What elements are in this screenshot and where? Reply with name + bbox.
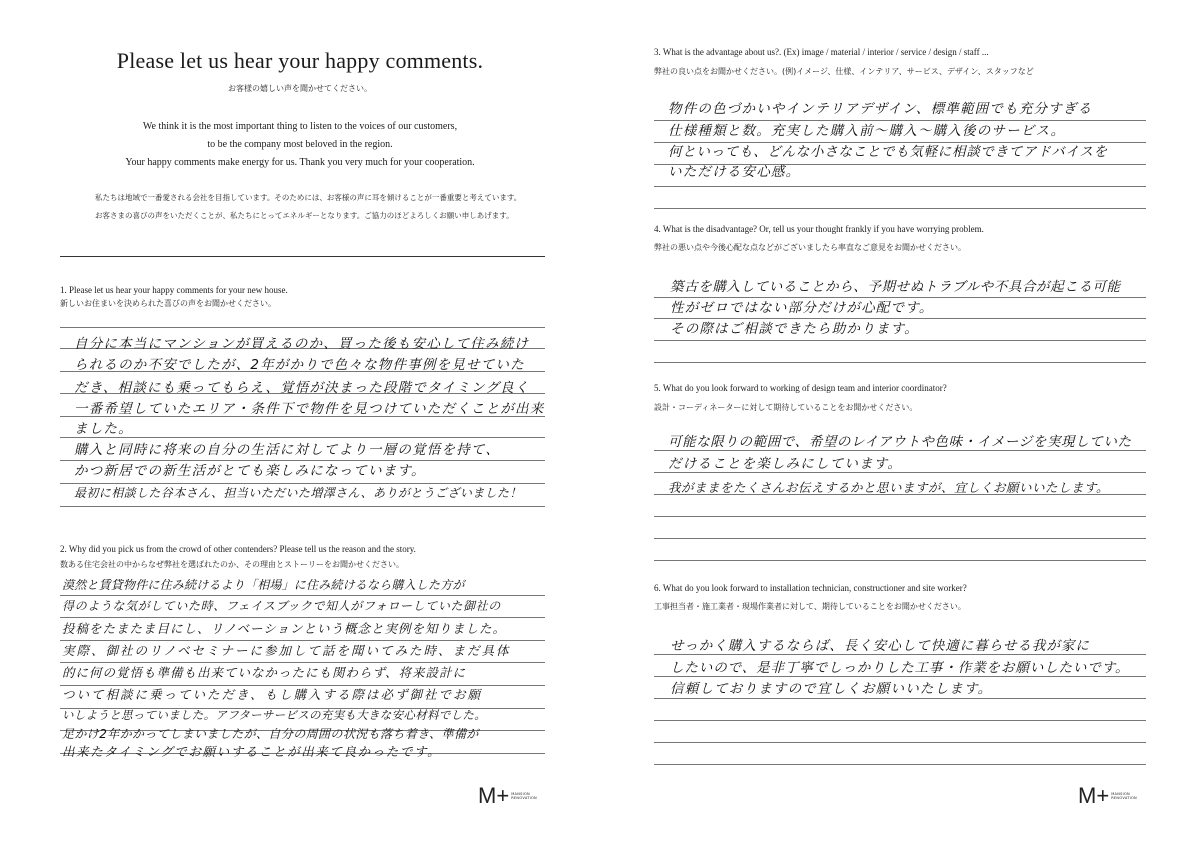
answer-line xyxy=(60,483,545,484)
question-3-en: 3. What is the advantage about us?. (Ex) image / material / interior / service / design / staff ... xyxy=(654,47,989,57)
header-divider xyxy=(60,256,545,257)
answer-line xyxy=(654,340,1146,341)
question-4-en: 4. What is the disadvantage? Or, tell us your thought frankly if you have worrying problem. xyxy=(654,224,984,234)
answer-line xyxy=(654,516,1146,517)
logo-tagline: MANSION RENOVATION xyxy=(1111,792,1137,800)
answer-1-line: かつ新居での新生活がとても楽しみになっています。 xyxy=(74,463,426,479)
answer-2-line: 的に何の覚悟も準備も出来ていなかったにも関わらず、将来設計に xyxy=(62,665,467,680)
answer-1-line: 自分に本当にマンションが買えるのか、買った後も安心して住み続け xyxy=(74,336,530,352)
question-2-jp: 数ある住宅会社の中からなぜ弊社を選ばれたのか、その理由とストーリーをお聞かせください。 xyxy=(60,560,404,569)
answer-4-line: 築古を購入していることから、予期せぬトラブルや不具合が起こる可能 xyxy=(670,279,1121,295)
answer-line xyxy=(654,560,1146,561)
intro-line: to be the company most beloved in the region. xyxy=(207,139,393,150)
answer-5-line: だけることを楽しみにしています。 xyxy=(668,456,903,472)
answer-1-line: ました。 xyxy=(74,421,133,437)
question-6-jp: 工事担当者・施工業者・現場作業者に対して、期待していることをお聞かせください。 xyxy=(654,602,966,611)
answer-line xyxy=(654,208,1146,209)
answer-2-line: 得のような気がしていた時、フェイスブックで知人がフォローしていた御社の xyxy=(62,599,501,613)
intro-jp-line: 私たちは地域で一番愛される会社を目指しています。そのためには、お客様の声に耳を傾けることが一番重要と考えています。 xyxy=(95,193,522,202)
answer-line xyxy=(60,640,545,641)
answer-4-line: 性がゼロではない部分だけが心配です。 xyxy=(670,300,934,316)
answer-line xyxy=(60,662,545,663)
question-1-jp: 新しいお住まいを決められた喜びの声をお聞かせください。 xyxy=(60,299,276,308)
answer-2-line: 投稿をたまたま目にし、リノベーションという概念と実例を知りました。 xyxy=(62,621,507,636)
answer-4-line: その際はご相談できたら助かります。 xyxy=(670,321,919,337)
answer-line xyxy=(654,186,1146,187)
answer-3-line: いただける安心感。 xyxy=(668,164,801,180)
question-5-jp: 設計・コーディネーターに対して期待していることをお聞かせください。 xyxy=(654,403,918,412)
answer-2-line: 出来たタイミングでお願いすることが出来て良かったです。 xyxy=(62,744,442,759)
answer-2-line: いしようと思っていました。アフターサービスの充実も大きな安心材料でした。 xyxy=(62,708,486,722)
answer-3-line: 仕様種類と数。充実した購入前〜購入〜購入後のサービス。 xyxy=(668,123,1066,139)
answer-line xyxy=(654,764,1146,765)
intro-line: Your happy comments make energy for us. Thank you very much for your cooperation. xyxy=(125,157,475,168)
answer-5-line: 我がままをたくさんお伝えするかと思いますが、宜しくお願いいたします。 xyxy=(668,480,1110,495)
answer-3-line: 何といっても、どんな小さなことでも気軽に相談できてアドバイスを xyxy=(668,144,1108,160)
answer-line xyxy=(60,460,545,461)
answer-1-line: られるのか不安でしたが、2年がかりで色々な物件事例を見せていた xyxy=(74,357,525,373)
answer-6-line: 信頼しておりますので宜しくお願いいたします。 xyxy=(670,681,993,697)
answer-2-line: 足かけ2年かかってしまいましたが、自分の周囲の状況も落ち着き、準備が xyxy=(62,727,479,741)
logo-tagline: MANSION RENOVATION xyxy=(511,792,537,800)
logo-mark: M+ xyxy=(478,783,510,808)
answer-line xyxy=(654,538,1146,539)
question-2-en: 2. Why did you pick us from the crowd of other contenders? Please tell us the reason and the story. xyxy=(60,544,416,554)
answer-line xyxy=(60,595,545,596)
page-title: Please let us hear your happy comments. xyxy=(116,48,484,73)
answer-3-line: 物件の色づかいやインテリアデザイン、標準範囲でも充分すぎる xyxy=(668,101,1093,117)
answer-6-line: せっかく購入するならば、長く安心して快適に暮らせる我が家に xyxy=(670,638,1090,654)
answer-1-line: 購入と同時に将来の自分の生活に対してより一層の覚悟を持て、 xyxy=(74,442,501,458)
answer-line xyxy=(60,327,545,328)
answer-line xyxy=(654,720,1146,721)
answer-line xyxy=(60,506,545,507)
answer-2-line: ついて相談に乗っていただき、もし購入する際は必ず御社でお願 xyxy=(62,687,483,702)
question-6-en: 6. What do you look forward to installation technician, constructioner and site worker? xyxy=(654,583,967,593)
answer-2-line: 漠然と賃貸物件に住み続けるより「相場」に住み続けるなら購入した方が xyxy=(62,578,465,592)
question-3-jp: 弊社の良い点をお聞かせください。(例)イメージ、仕様、インテリア、サービス、デザイン、スタッフなど xyxy=(654,67,1034,76)
question-1-en: 1. Please let us hear your happy comments for your new house. xyxy=(60,285,288,295)
intro-jp-line: お客さまの喜びの声をいただくことが、私たちにとってエネルギーとなります。ご協力のほどよろしくお願い申しあげます。 xyxy=(95,211,514,220)
company-logo xyxy=(478,783,537,809)
right-page xyxy=(600,0,1200,849)
answer-2-line: 実際、御社のリノベセミナーに参加して話を聞いてみた時、まだ具体 xyxy=(62,643,511,658)
answer-line xyxy=(654,120,1146,121)
answer-line xyxy=(654,297,1146,298)
answer-line xyxy=(654,318,1146,319)
intro-line: We think it is the most important thing to listen to the voices of our customers, xyxy=(142,121,458,132)
answer-1-line: 一番希望していたエリア・条件下で物件を見つけていただくことが出来 xyxy=(74,401,545,417)
page-subtitle: お客様の嬉しい声を聞かせてください。 xyxy=(228,84,372,93)
answer-line xyxy=(60,617,545,618)
answer-line xyxy=(654,362,1146,363)
answer-line xyxy=(654,698,1146,699)
answer-6-line: したいので、是非丁寧でしっかりした工事・作業をお願いしたいです。 xyxy=(670,660,1130,676)
answer-line xyxy=(654,742,1146,743)
answer-line xyxy=(654,142,1146,143)
answer-5-line: 可能な限りの範囲で、希望のレイアウトや色味・イメージを実現していた xyxy=(668,434,1132,450)
company-logo xyxy=(1078,783,1137,809)
logo-mark: M+ xyxy=(1078,783,1110,808)
question-4-jp: 弊社の悪い点や今後心配な点などがございましたら率直なご意見をお聞かせください。 xyxy=(654,243,966,252)
question-5-en: 5. What do you look forward to working of design team and interior coordinator? xyxy=(654,383,947,393)
answer-1-line: だき、相談にも乗ってもらえ、覚悟が決まった段階でタイミング良く xyxy=(74,380,530,396)
answer-1-line: 最初に相談した谷本さん、担当いただいた増澤さん、ありがとうございました！ xyxy=(74,486,522,500)
